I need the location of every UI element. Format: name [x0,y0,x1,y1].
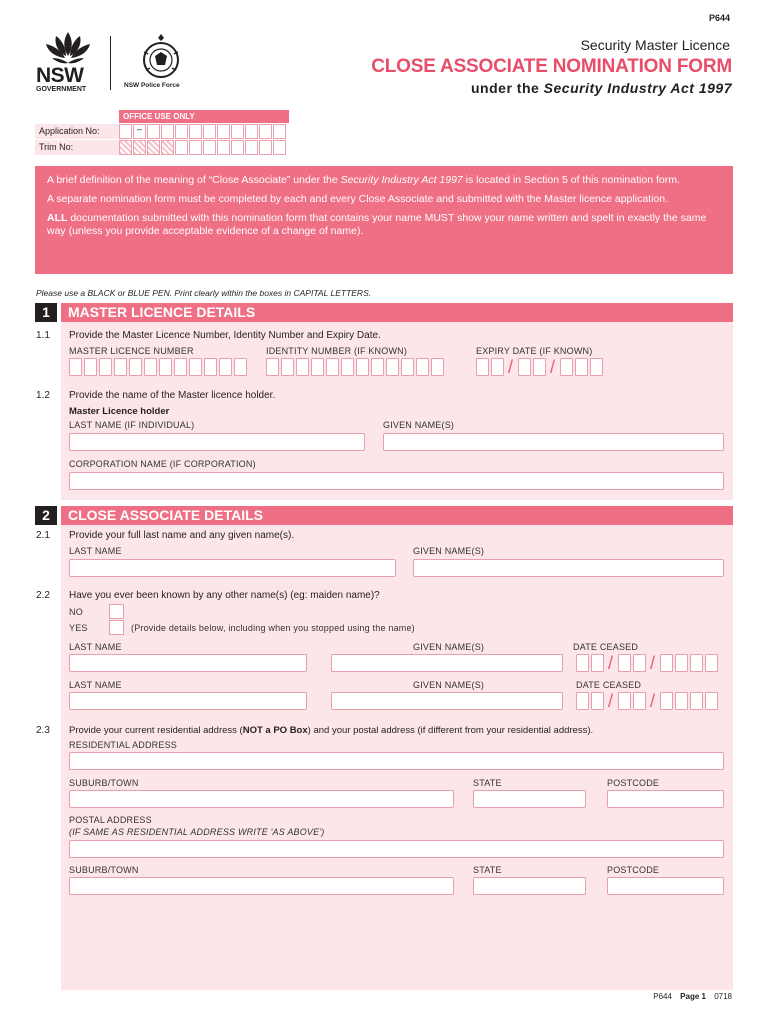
section-1-title: MASTER LICENCE DETAILS [61,303,733,322]
postal-state-input[interactable] [473,877,586,895]
no-checkbox[interactable] [109,604,124,619]
yes-note: (Provide details below, including when you stopped using the name) [131,623,415,633]
q11-text: Provide the Master Licence Number, Identity Number and Expiry Date. [69,330,381,341]
postal-state-label: STATE [473,865,502,875]
section-1-number: 1 [35,303,57,322]
yes-label: YES [69,623,88,633]
residential-postcode-label: POSTCODE [607,778,660,788]
given-names-label: GIVEN NAME(S) [413,546,485,556]
notice-paragraph-2: A separate nomination form must be completed by each and every Close Associate and submitted with the Master licence application. [47,193,669,205]
residential-suburb-label: SUBURB/TOWN [69,778,139,788]
waratah-icon [38,30,98,66]
postal-address-label: POSTAL ADDRESS [69,815,152,825]
footer-page: Page 1 [680,992,706,1001]
section-2-title: CLOSE ASSOCIATE DETAILS [61,506,733,525]
form-code: P644 [708,13,730,23]
date-ceased-label-2: DATE CEASED [576,680,642,690]
notice-box [35,166,733,274]
other-last-name-input-2[interactable] [69,692,307,710]
master-licence-input[interactable] [69,358,249,376]
trim-number-cells[interactable] [119,140,289,155]
page-footer [653,992,732,1001]
postal-suburb-label: SUBURB/TOWN [69,865,139,875]
nsw-logo-subtext: GOVERNMENT [36,86,87,93]
expiry-label: EXPIRY DATE (IF KNOWN) [476,346,593,356]
footer-version: 0718 [714,992,732,1001]
other-given-names-label-1: GIVEN NAME(S) [413,642,485,652]
residential-state-label: STATE [473,778,502,788]
form-subtitle [471,80,732,96]
q11-number: 1.1 [36,330,50,341]
q22-number: 2.2 [36,590,50,601]
holder-given-names-input[interactable] [383,433,724,451]
identity-number-input[interactable] [266,358,446,376]
application-dash: – [137,124,143,134]
date-ceased-input-1[interactable]: / / [576,654,720,672]
master-licence-label: MASTER LICENCE NUMBER [69,346,194,356]
notice-paragraph-1: A brief definition of the meaning of “Close Associate” under the Security Industry Act 1997 is located in Section 5 of this nomination form. [47,174,680,186]
holder-last-name-input[interactable] [69,433,365,451]
date-ceased-label-1: DATE CEASED [573,642,639,652]
nsw-police-logo [120,32,200,92]
postal-address-note: (IF SAME AS RESIDENTIAL ADDRESS WRITE 'AS ABOVE') [69,827,325,837]
q12-number: 1.2 [36,390,50,401]
residential-suburb-input[interactable] [69,790,454,808]
expiry-date-input[interactable]: / / [476,358,608,376]
police-logo-text: NSW Police Force [124,82,180,89]
subtitle-prefix: under the [471,80,544,96]
agency-line: Security Master Licence [580,37,730,53]
notice-paragraph-3: ALL documentation submitted with this nomination form that contains your name MUST show your name written and spelt in exactly the same way (unless you provide acceptable evidence of a change of name). [47,212,707,237]
last-name-input[interactable] [69,559,396,577]
no-label: NO [69,607,83,617]
other-last-name-input-1[interactable] [69,654,307,672]
postal-postcode-label: POSTCODE [607,865,660,875]
residential-address-input[interactable] [69,752,724,770]
section-2-number: 2 [35,506,57,525]
q21-number: 2.1 [36,530,50,541]
postal-postcode-input[interactable] [607,877,724,895]
yes-checkbox[interactable] [109,620,124,635]
nsw-government-logo [36,30,100,93]
corporation-label: CORPORATION NAME (IF CORPORATION) [69,459,256,469]
holder-heading: Master Licence holder [69,406,170,417]
identity-label: IDENTITY NUMBER (IF KNOWN) [266,346,408,356]
given-names-input[interactable] [413,559,724,577]
nsw-logo-text: NSW [36,64,84,87]
postal-address-input[interactable] [69,840,724,858]
form-title: CLOSE ASSOCIATE NOMINATION FORM [371,56,732,77]
postal-suburb-input[interactable] [69,877,454,895]
trim-label: Trim No: [35,140,119,155]
residential-address-label: RESIDENTIAL ADDRESS [69,740,177,750]
office-use-panel [35,110,289,156]
logo-divider [110,36,111,90]
residential-state-input[interactable] [473,790,586,808]
other-last-name-label-1: LAST NAME [69,642,122,652]
police-crest-icon [138,32,184,80]
pen-instruction: Please use a BLACK or BLUE PEN. Print clearly within the boxes in CAPITAL LETTERS. [36,288,372,298]
other-given-names-input-1[interactable] [331,654,563,672]
other-given-names-input-2[interactable] [331,692,563,710]
q22-text: Have you ever been known by any other name(s) (eg: maiden name)? [69,590,380,601]
office-use-title: OFFICE USE ONLY [119,110,289,123]
q23-number: 2.3 [36,725,50,736]
other-given-names-label-2: GIVEN NAME(S) [413,680,485,690]
last-name-label: LAST NAME [69,546,122,556]
q23-text: Provide your current residential address (NOT a PO Box) and your postal address (if different from your residential address). [69,725,594,736]
q12-text: Provide the name of the Master licence holder. [69,390,276,401]
holder-last-name-label: LAST NAME (IF INDIVIDUAL) [69,420,195,430]
corporation-name-input[interactable] [69,472,724,490]
date-ceased-input-2[interactable]: / / [576,692,720,710]
q21-text: Provide your full last name and any given name(s). [69,530,295,541]
application-label: Application No: [35,124,119,139]
residential-postcode-input[interactable] [607,790,724,808]
holder-given-names-label: GIVEN NAME(S) [383,420,455,430]
application-number-cells[interactable] [119,124,289,139]
subtitle-act: Security Industry Act 1997 [543,80,732,96]
other-last-name-label-2: LAST NAME [69,680,122,690]
footer-code: P644 [653,992,672,1001]
